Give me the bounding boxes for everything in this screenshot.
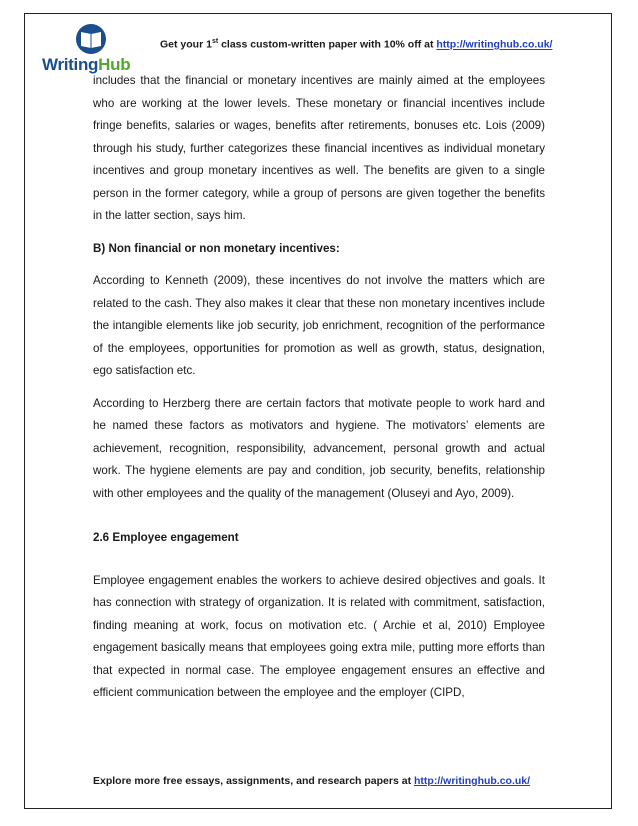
footer-link[interactable]: http://writinghub.co.uk/ xyxy=(414,775,531,787)
logo-wordmark: WritingHub xyxy=(42,55,131,74)
paragraph: Employee engagement enables the workers to achieve desired objectives and goals. It has connection with strategy of organization. It is related with commitment, satisfaction, finding meaning at work, focus on motivation etc. ( Archie et al, 2010) Employee engagement basically means that employees going extra mile, putting more efforts than that expected in normal case. The employee engagement ensures an effective and efficient communication between the employee and the employer (CIPD, xyxy=(93,573,545,699)
header-promo: Get your 1st class custom-written paper with 10% off at http://writinghub.co.uk/ xyxy=(160,38,553,51)
document-body xyxy=(93,70,545,715)
writinghub-logo[interactable] xyxy=(36,24,131,74)
paragraph: According to Kenneth (2009), these incentives do not involve the matters which are related to the cash. They also makes it clear that these non monetary incentives include the intangible elements like job security, job enrichment, recognition of the performance of the employees, opportunities for promotion as well as growth, status, designation, ego satisfaction etc. xyxy=(93,274,545,377)
section-heading: 2.6 Employee engagement xyxy=(93,531,239,544)
header-link[interactable]: http://writinghub.co.uk/ xyxy=(436,38,553,51)
paragraph: According to Herzberg there are certain factors that motivate people to work hard and he named these factors as motivators and hygiene. The motivators’ elements are achievement, recognition, responsibility, advancement, personal growth and actual work. The hygiene elements are pay and condition, job security, benefits, relationship with other employees and the quality of the management (Oluseyi and Ayo, 2009). xyxy=(93,396,545,500)
paragraph: includes that the financial or monetary incentives are mainly aimed at the employees who are working at the lower levels. These monetary or financial incentives include fringe benefits, salaries or wages, benefits after retirements, bonuses etc. Lois (2009) through his study, further categorizes these financial incentives as individual monetary incentives and group monetary incentives as well. The benefits are given to a single person in the former category, while a group of persons are given together the benefits in the latter section, says him. xyxy=(93,74,545,222)
section-heading: B) Non financial or non monetary incentives: xyxy=(93,241,340,255)
book-icon xyxy=(76,24,106,54)
footer-promo: Explore more free essays, assignments, and research papers at http://writinghub.co.uk/ xyxy=(93,775,531,787)
